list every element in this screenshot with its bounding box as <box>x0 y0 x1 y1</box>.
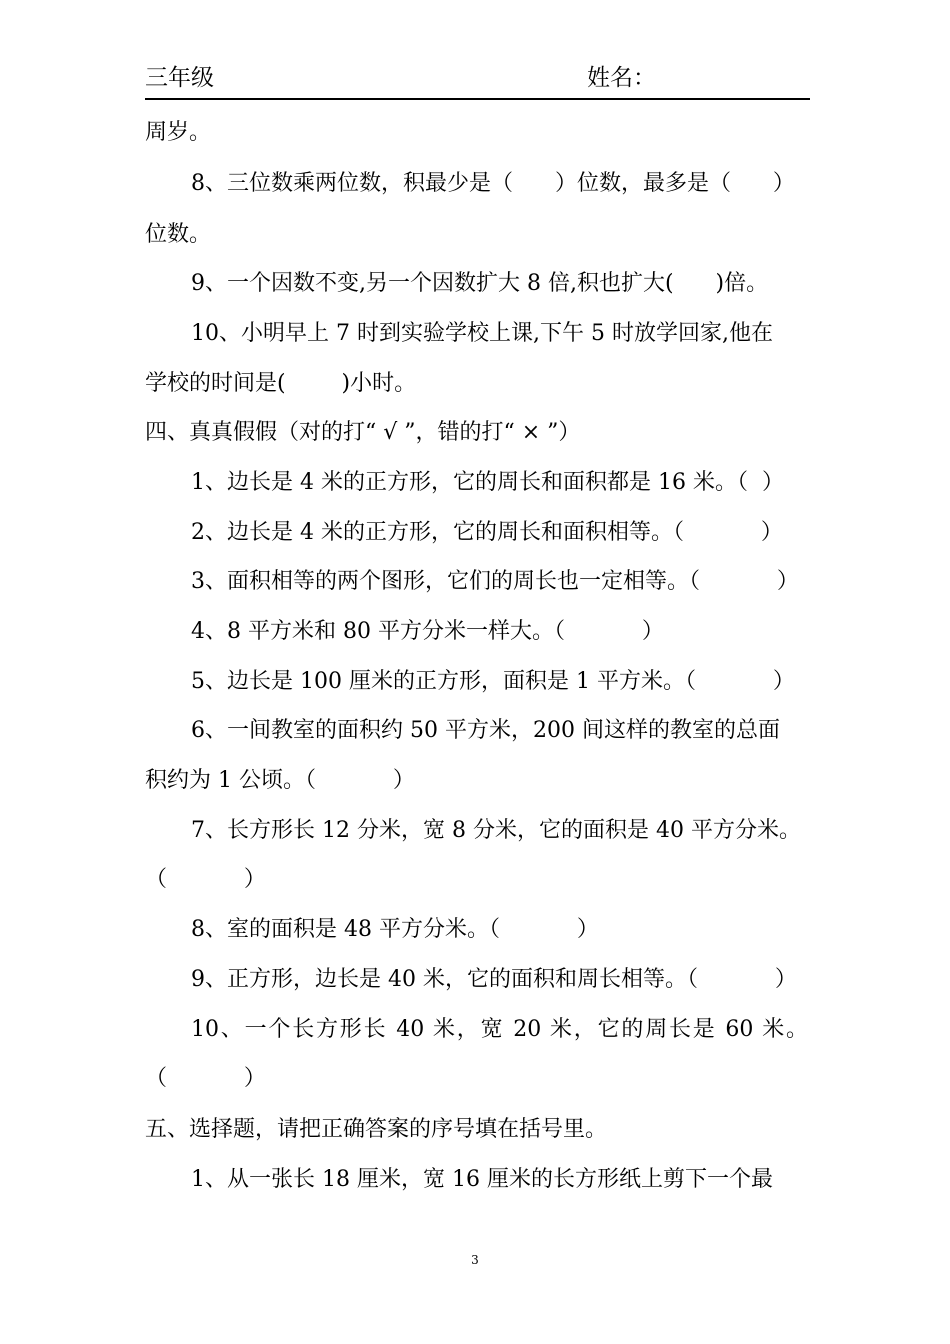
question-8: 8、三位数乘两位数，积最少是（ ）位数，最多是（ ） <box>191 171 795 196</box>
section-4-question-8: 8、室的面积是 48 平方分米。（ ） <box>191 917 599 942</box>
section-5-title: 五、选择题，请把正确答案的序号填在括号里。 <box>145 1117 608 1142</box>
question-9: 9、一个因数不变,另一个因数扩大 8 倍,积也扩大( )倍。 <box>191 271 769 296</box>
section-4-question-2: 2、边长是 4 米的正方形，它的周长和面积相等。（ ） <box>191 520 783 545</box>
page-header <box>145 62 810 100</box>
section-4-question-5: 5、边长是 100 厘米的正方形，面积是 1 平方米。（ ） <box>191 669 795 694</box>
section-4-question-7-answer: （ ） <box>145 867 266 892</box>
section-4-title: 四、真真假假（对的打“ √ ”，错的打“ × ”） <box>145 420 581 445</box>
grade-label: 三年级 <box>145 65 214 91</box>
section-4-question-7: 7、长方形长 12 分米，宽 8 分米，它的面积是 40 平方分米。 <box>191 818 801 843</box>
section-4-question-4: 4、8 平方米和 80 平方分米一样大。（ ） <box>191 619 664 644</box>
question-10-continuation: 学校的时间是( )小时。 <box>145 371 417 396</box>
question-10: 10、小明早上 7 时到实验学校上课,下午 5 时放学回家,他在 <box>191 321 773 346</box>
section-4-question-6: 6、一间教室的面积约 50 平方米，200 间这样的教室的总面 <box>191 718 780 743</box>
page-number: 3 <box>471 1253 479 1267</box>
section-4-question-10: 10、一个长方形长 40 米，宽 20 米，它的周长是 60 米。 <box>191 1017 808 1042</box>
section-4-question-10-answer: （ ） <box>145 1066 266 1091</box>
section-4-question-3: 3、面积相等的两个图形，它们的周长也一定相等。（ ） <box>191 569 799 594</box>
section-5-question-1: 1、从一张长 18 厘米，宽 16 厘米的长方形纸上剪下一个最 <box>191 1167 773 1192</box>
section-4-question-9: 9、正方形，边长是 40 米，它的面积和周长相等。（ ） <box>191 967 797 992</box>
section-4-question-6-continuation: 积约为 1 公顷。（ ） <box>145 768 415 793</box>
question-8-continuation: 位数。 <box>145 222 212 247</box>
name-label: 姓名： <box>587 65 656 91</box>
text-line-continuation: 周岁。 <box>145 120 212 145</box>
section-4-question-1: 1、边长是 4 米的正方形，它的周长和面积都是 16 米。（ ） <box>191 470 784 495</box>
